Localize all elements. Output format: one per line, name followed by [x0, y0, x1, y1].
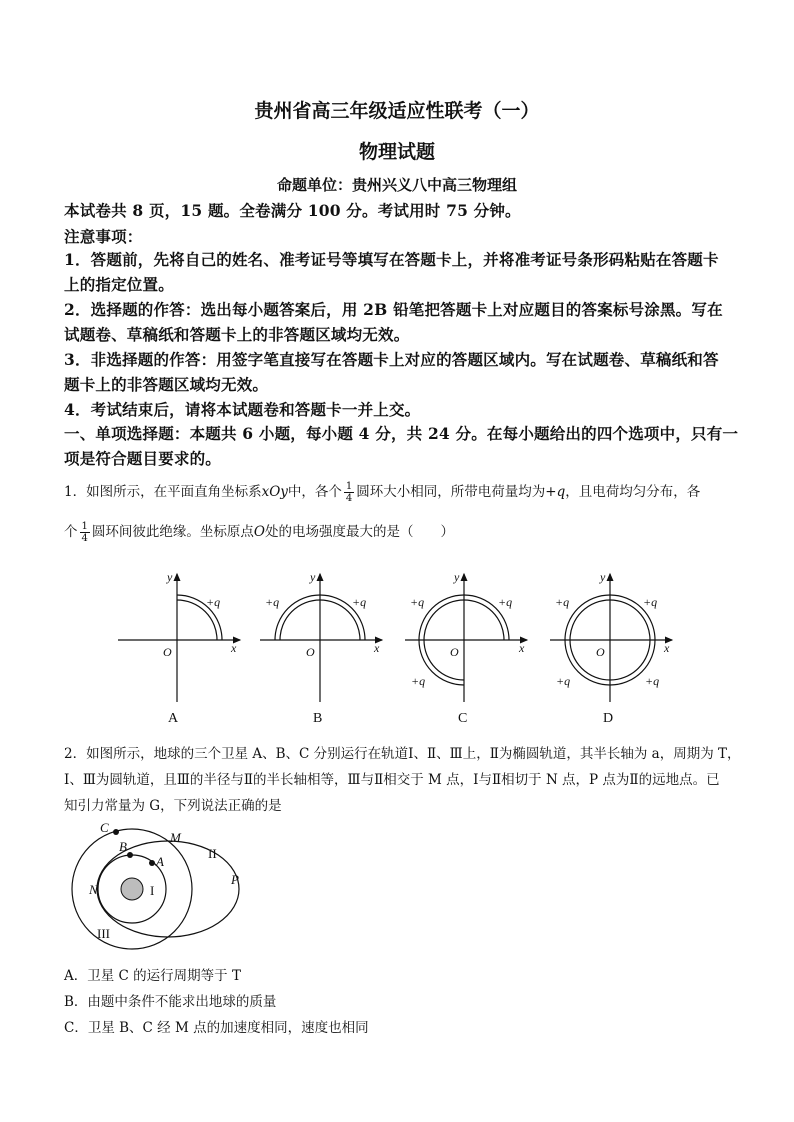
- question-2-orbit-figure: [60, 818, 260, 953]
- notice-header: 注意事项：: [64, 227, 143, 246]
- svg-text:x: x: [231, 641, 237, 655]
- svg-text:O: O: [306, 645, 315, 659]
- svg-text:+q: +q: [410, 595, 425, 609]
- page-title: 贵州省高三年级适应性联考（一）: [254, 100, 540, 122]
- question-2-line-2: Ⅰ、Ⅲ为圆轨道，且Ⅲ的半径与Ⅱ的半长轴相等，Ⅲ与Ⅱ相交于 M 点，Ⅰ与Ⅱ相切于 N 点，P 点为Ⅱ的远地点。已: [64, 772, 720, 788]
- svg-text:+q: +q: [206, 595, 221, 609]
- section-heading: 一、单项选择题：本题共 6 小题，每小题 4 分，共 24 分。在每小题给出的四个选项中，只有一: [64, 424, 739, 443]
- svg-text:M: M: [170, 830, 181, 845]
- svg-text:P: P: [231, 872, 239, 887]
- svg-text:+q: +q: [645, 674, 660, 688]
- question-1-line-2: 个 $\frac{1}{4}$ 圆环间彼此绝缘。坐标原点O处的电场强度最大的是（ ）: [64, 521, 454, 544]
- svg-text:+q: +q: [352, 595, 367, 609]
- svg-text:+q: +q: [555, 595, 570, 609]
- svg-text:+q: +q: [265, 595, 280, 609]
- svg-text:N: N: [89, 882, 98, 897]
- question-2-choice-c: C．卫星 B、C 经 M 点的加速度相同，速度也相同: [64, 1020, 369, 1036]
- question-2-choice-b: B．由题中条件不能求出地球的质量: [64, 994, 277, 1010]
- question-1-figures: [0, 560, 794, 735]
- svg-text:O: O: [596, 645, 605, 659]
- notice-line: 3．非选择题的作答：用签字笔直接写在答题卡上对应的答题区域内。写在试题卷、草稿纸和答: [64, 350, 719, 369]
- svg-text:B: B: [119, 839, 127, 854]
- svg-text:I: I: [150, 883, 155, 898]
- svg-text:y: y: [310, 570, 316, 584]
- svg-text:y: y: [600, 570, 606, 584]
- svg-text:O: O: [450, 645, 459, 659]
- svg-text:x: x: [664, 641, 670, 655]
- svg-text:y: y: [454, 570, 460, 584]
- svg-text:x: x: [519, 641, 525, 655]
- exam-intro: 本试卷共 8 页，15 题。全卷满分 100 分。考试用时 75 分钟。: [64, 201, 521, 220]
- svg-text:+q: +q: [411, 674, 426, 688]
- notice-line: 题卡上的非答题区域均无效。: [64, 375, 269, 394]
- svg-text:II: II: [208, 846, 217, 861]
- svg-text:III: III: [97, 926, 110, 941]
- svg-text:C: C: [100, 820, 109, 835]
- svg-text:C: C: [458, 711, 468, 726]
- question-2-line-3: 知引力常量为 G，下列说法正确的是: [64, 798, 282, 814]
- notice-line: 试题卷、草稿纸和答题卡上的非答题区域均无效。: [64, 325, 410, 344]
- question-2-choice-a: A．卫星 C 的运行周期等于 T: [64, 968, 241, 984]
- question-2-line-1: 2．如图所示，地球的三个卫星 A、B、C 分别运行在轨道Ⅰ、Ⅱ、Ⅲ上，Ⅱ为椭圆轨道，其半长轴为 a，周期为 T，: [64, 746, 741, 762]
- svg-text:O: O: [163, 645, 172, 659]
- author-line: 命题单位：贵州兴义八中高三物理组: [276, 176, 517, 194]
- section-heading: 项是符合题目要求的。: [64, 449, 222, 468]
- fraction: $\frac{1}{4}$: [345, 481, 353, 504]
- notice-line: 1．答题前，先将自己的姓名、准考证号等填写在答题卡上，并将准考证号条形码粘贴在答题卡: [64, 250, 719, 269]
- svg-text:A: A: [156, 854, 164, 869]
- svg-text:D: D: [603, 711, 614, 726]
- notice-line: 上的指定位置。: [64, 275, 174, 294]
- svg-text:B: B: [313, 711, 323, 726]
- svg-text:y: y: [167, 570, 173, 584]
- svg-text:+q: +q: [643, 595, 658, 609]
- svg-text:A: A: [168, 711, 179, 726]
- notice-line: 4．考试结束后，请将本试题卷和答题卡一并上交。: [64, 400, 421, 419]
- svg-text:+q: +q: [498, 595, 513, 609]
- svg-text:+q: +q: [556, 674, 571, 688]
- subject-title: 物理试题: [358, 141, 435, 163]
- svg-text:x: x: [374, 641, 380, 655]
- question-1-line-1: 1．如图所示，在平面直角坐标系xOy中，各个 $\frac{1}{4}$ 圆环大小相同，所带电荷量均为+q，且电荷均匀分布，各: [64, 481, 701, 504]
- notice-line: 2．选择题的作答：选出每小题答案后，用 2B 铅笔把答题卡上对应题目的答案标号涂黑。写在: [64, 300, 723, 319]
- fraction: $\frac{1}{4}$: [81, 521, 88, 544]
